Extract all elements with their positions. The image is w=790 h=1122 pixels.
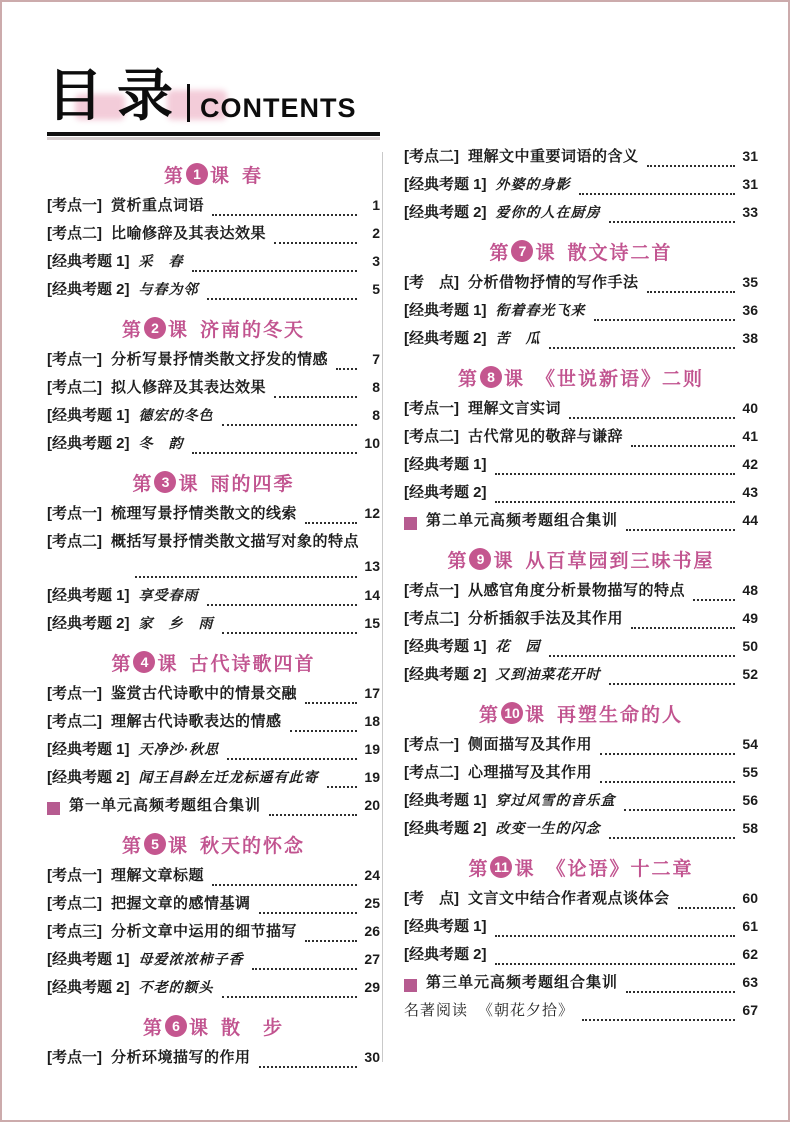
page-number: 50 <box>742 638 758 654</box>
lesson-number-badge: 2 <box>144 317 166 339</box>
lesson-heading <box>404 544 758 574</box>
lesson-prefix: 第 <box>111 653 132 675</box>
entry-title: 冬 韵 <box>138 435 184 451</box>
entry-title: 第二单元高频考题组合集训 <box>426 512 619 529</box>
page-number: 5 <box>372 281 380 297</box>
lesson-suffix: 课 <box>178 473 199 495</box>
entry-title: 古代常见的敬辞与谦辞 <box>468 428 624 445</box>
page-number: 26 <box>364 923 380 939</box>
toc-entry <box>47 682 380 710</box>
entry-label: [考点一] <box>404 400 459 417</box>
toc-entry <box>404 761 758 789</box>
dot-leader <box>259 912 357 914</box>
entry-title: 母爱浓浓柿子香 <box>138 951 244 967</box>
entry-title: 赏析重点词语 <box>111 197 205 214</box>
entry-title: 享受春雨 <box>138 587 199 603</box>
toc-entry <box>404 425 758 453</box>
entry-label: [考点一] <box>47 351 102 368</box>
entry-label: [考点二] <box>47 225 102 242</box>
page-title: 目录 <box>47 64 187 127</box>
entry-label: [考点二] <box>404 428 459 445</box>
entry-title: 第三单元高频考题组合集训 <box>426 974 619 991</box>
dot-leader <box>594 319 735 321</box>
lesson-heading <box>47 1011 380 1041</box>
lesson-prefix: 第 <box>468 858 489 880</box>
page-number: 67 <box>742 1002 758 1018</box>
lesson-title: 春 <box>242 165 264 187</box>
dot-leader <box>207 298 357 300</box>
lesson-number-badge: 3 <box>154 471 176 493</box>
entry-title: 鉴赏古代诗歌中的情景交融 <box>111 685 298 702</box>
page-number: 40 <box>742 400 758 416</box>
column-divider-line <box>382 152 383 1062</box>
lesson-title: 古代诗歌四首 <box>189 653 316 675</box>
entry-label: [经典考题 2] <box>404 484 487 501</box>
entry-label: [考点一] <box>47 505 102 522</box>
lesson-suffix: 课 <box>524 704 545 726</box>
entry-title: 衔着春光飞来 <box>495 302 586 318</box>
dot-leader <box>327 786 357 788</box>
dot-leader <box>647 165 735 167</box>
dot-leader <box>336 368 357 370</box>
toc-entry <box>47 432 380 460</box>
toc-entry <box>47 250 380 278</box>
lesson-prefix: 第 <box>447 550 468 572</box>
lesson-suffix: 课 <box>209 165 230 187</box>
lesson-number-badge: 11 <box>490 856 512 878</box>
lesson-prefix: 第 <box>163 165 184 187</box>
page-number: 27 <box>364 951 380 967</box>
dot-leader <box>222 632 357 634</box>
entry-label: [考点二] <box>47 895 102 912</box>
page-number: 25 <box>364 895 380 911</box>
entry-label: [考点二] <box>47 379 102 396</box>
entry-label: [经典考题 2] <box>404 666 487 683</box>
entry-label: [经典考题 1] <box>404 792 487 809</box>
lesson-suffix: 课 <box>514 858 535 880</box>
page-number: 49 <box>742 610 758 626</box>
dot-leader <box>274 396 357 398</box>
toc-entry <box>404 999 758 1027</box>
lesson-heading <box>404 362 758 392</box>
entry-title: 穿过风雪的音乐盒 <box>495 792 616 808</box>
dot-leader <box>495 501 735 503</box>
entry-title: 与春为邻 <box>138 281 199 297</box>
entry-title: 第一单元高频考题组合集训 <box>69 797 262 814</box>
lesson-title: 《论语》十二章 <box>546 858 694 880</box>
page-number: 36 <box>742 302 758 318</box>
dot-leader <box>600 781 735 783</box>
dot-leader <box>212 214 357 216</box>
unit-training-entry <box>404 509 758 537</box>
toc-entry <box>404 145 758 173</box>
entry-title: 闻王昌龄左迁龙标遥有此寄 <box>138 769 319 785</box>
page-number: 3 <box>372 253 380 269</box>
toc-entry <box>47 584 380 612</box>
lesson-number-badge: 8 <box>480 366 502 388</box>
dot-leader <box>207 604 357 606</box>
entry-label: [考点一] <box>47 867 102 884</box>
lesson-heading <box>404 852 758 882</box>
entry-title: 梳理写景抒情类散文的线索 <box>111 505 298 522</box>
entry-title: 分析插叙手法及其作用 <box>468 610 624 627</box>
lesson-suffix: 课 <box>167 319 188 341</box>
toc-entry <box>47 976 380 1004</box>
entry-label: [经典考题 2] <box>47 769 130 786</box>
page-number: 13 <box>364 558 380 574</box>
dot-leader <box>305 940 357 942</box>
page-number: 20 <box>364 797 380 813</box>
toc-entry <box>47 502 380 530</box>
dot-leader <box>609 683 735 685</box>
dot-leader <box>495 963 735 965</box>
dot-leader <box>495 473 735 475</box>
page-number: 19 <box>364 741 380 757</box>
dot-leader <box>678 907 735 909</box>
page-number: 29 <box>364 979 380 995</box>
page-number: 24 <box>364 867 380 883</box>
toc-entry <box>47 1046 380 1074</box>
dot-leader <box>269 814 357 816</box>
entry-label: [经典考题 2] <box>47 979 130 996</box>
entry-title: 改变一生的闪念 <box>495 820 601 836</box>
toc-column-left <box>47 152 380 1074</box>
entry-label: [经典考题 1] <box>404 638 487 655</box>
toc-entry <box>404 327 758 355</box>
entry-label: [考点一] <box>47 197 102 214</box>
entry-label: [考点二] <box>404 764 459 781</box>
lesson-suffix: 课 <box>157 653 178 675</box>
entry-title: 理解文章标题 <box>111 867 205 884</box>
dot-leader <box>582 1019 735 1021</box>
page-number: 58 <box>742 820 758 836</box>
entry-title: 采 春 <box>138 253 184 269</box>
page-number: 63 <box>742 974 758 990</box>
entry-label: [经典考题 2] <box>47 615 130 632</box>
dot-leader <box>626 991 735 993</box>
entry-title: 分析写景抒情类散文抒发的情感 <box>111 351 329 368</box>
lesson-prefix: 第 <box>457 368 478 390</box>
header-underline <box>47 132 380 136</box>
entry-label: [考点二] <box>404 610 459 627</box>
dot-leader <box>222 996 357 998</box>
toc-entry <box>47 376 380 404</box>
page-number: 38 <box>742 330 758 346</box>
dot-leader <box>609 837 735 839</box>
toc-entry <box>404 887 758 915</box>
entry-label: [经典考题 2] <box>404 330 487 347</box>
page-number: 12 <box>364 505 380 521</box>
entry-label: [考点一] <box>47 685 102 702</box>
page-number: 17 <box>364 685 380 701</box>
toc-entry <box>47 766 380 794</box>
toc-entry <box>404 173 758 201</box>
entry-title: 比喻修辞及其表达效果 <box>111 225 267 242</box>
dot-leader <box>647 291 735 293</box>
unit-training-entry <box>47 794 380 822</box>
lesson-prefix: 第 <box>121 319 142 341</box>
entry-label: [考点三] <box>47 923 102 940</box>
toc-entry <box>404 817 758 845</box>
page-number: 33 <box>742 204 758 220</box>
entry-label: [考 点] <box>404 890 459 907</box>
lesson-heading <box>47 159 380 189</box>
toc-entry <box>404 733 758 761</box>
dot-leader <box>631 445 735 447</box>
entry-label: [经典考题 1] <box>47 407 130 424</box>
toc-entry <box>404 943 758 971</box>
toc-entry <box>404 201 758 229</box>
unit-bullet-square <box>47 802 60 815</box>
entry-title: 天净沙·秋思 <box>138 741 220 757</box>
page-number: 7 <box>372 351 380 367</box>
dot-leader <box>549 347 735 349</box>
lesson-prefix: 第 <box>121 835 142 857</box>
lesson-number-badge: 9 <box>469 548 491 570</box>
toc-entry <box>47 710 380 738</box>
entry-label: [经典考题 1] <box>404 456 487 473</box>
dot-leader <box>305 702 357 704</box>
entry-title: 从感官角度分析景物描写的特点 <box>468 582 686 599</box>
page-number: 10 <box>364 435 380 451</box>
page-number: 8 <box>372 379 380 395</box>
dot-leader <box>693 599 735 601</box>
entry-label: [经典考题 1] <box>47 741 130 758</box>
entry-title: 文言文中结合作者观点谈体会 <box>468 890 670 907</box>
page-number: 1 <box>372 197 380 213</box>
lesson-prefix: 第 <box>478 704 499 726</box>
toc-entry <box>404 299 758 327</box>
lesson-title: 济南的冬天 <box>200 319 306 341</box>
entry-label: [考点二] <box>47 533 102 550</box>
dot-leader <box>631 627 735 629</box>
entry-label: [经典考题 1] <box>47 587 130 604</box>
dot-leader <box>549 655 735 657</box>
entry-label: [考 点] <box>404 274 459 291</box>
dot-leader <box>259 1066 357 1068</box>
lesson-number-badge: 7 <box>511 240 533 262</box>
lesson-number-badge: 1 <box>186 163 208 185</box>
toc-entry <box>47 892 380 920</box>
toc-entry <box>47 278 380 306</box>
header-divider-bar <box>187 84 190 122</box>
entry-label: [经典考题 1] <box>404 302 487 319</box>
page-number: 61 <box>742 918 758 934</box>
lesson-suffix: 课 <box>503 368 524 390</box>
lesson-title: 《世说新语》二则 <box>536 368 705 390</box>
entry-label: [经典考题 1] <box>404 176 487 193</box>
page-number: 42 <box>742 456 758 472</box>
lesson-title: 雨的四季 <box>210 473 295 495</box>
lesson-number-badge: 4 <box>133 651 155 673</box>
entry-label: 名著阅读 <box>404 1002 469 1019</box>
entry-title: 爱你的人在厨房 <box>495 204 601 220</box>
lesson-suffix: 课 <box>188 1017 209 1039</box>
lesson-heading <box>47 313 380 343</box>
page-number: 52 <box>742 666 758 682</box>
lesson-prefix: 第 <box>132 473 153 495</box>
page-number: 31 <box>742 148 758 164</box>
toc-entry <box>404 453 758 481</box>
lesson-prefix: 第 <box>142 1017 163 1039</box>
page-number: 35 <box>742 274 758 290</box>
entry-title: 不老的额头 <box>138 979 214 995</box>
toc-entry <box>47 738 380 766</box>
toc-column-right <box>404 145 758 1027</box>
entry-title: 理解文言实词 <box>468 400 562 417</box>
entry-title: 分析环境描写的作用 <box>111 1049 251 1066</box>
dot-leader <box>212 884 357 886</box>
dot-leader <box>222 424 357 426</box>
page-header <box>47 60 380 140</box>
entry-title: 把握文章的感情基调 <box>111 895 251 912</box>
page-title-english: CONTENTS <box>200 93 357 123</box>
toc-entry <box>47 404 380 432</box>
page-number: 44 <box>742 512 758 528</box>
entry-label: [考点一] <box>404 736 459 753</box>
entry-title: 苦 瓜 <box>495 330 541 346</box>
toc-entry <box>404 271 758 299</box>
toc-entry <box>47 530 380 558</box>
entry-label: [考点二] <box>47 713 102 730</box>
entry-title: 侧面描写及其作用 <box>468 736 593 753</box>
toc-entry <box>404 607 758 635</box>
dot-leader <box>227 758 357 760</box>
lesson-heading <box>47 829 380 859</box>
page-number: 18 <box>364 713 380 729</box>
entry-label: [经典考题 2] <box>47 281 130 298</box>
entry-title: 德宏的冬色 <box>138 407 214 423</box>
toc-entry <box>404 635 758 663</box>
dot-leader <box>569 417 735 419</box>
page-number: 43 <box>742 484 758 500</box>
entry-title: 分析文章中运用的细节描写 <box>111 923 298 940</box>
lesson-title: 秋天的怀念 <box>200 835 306 857</box>
dot-leader <box>135 576 357 578</box>
page-number: 30 <box>364 1049 380 1065</box>
page-number: 14 <box>364 587 380 603</box>
toc-entry <box>404 481 758 509</box>
lesson-heading <box>47 467 380 497</box>
unit-training-entry <box>404 971 758 999</box>
entry-title: 概括写景抒情类散文描写对象的特点 <box>111 533 360 550</box>
lesson-number-badge: 6 <box>165 1015 187 1037</box>
page-number: 48 <box>742 582 758 598</box>
dot-leader <box>290 730 357 732</box>
lesson-title: 散文诗二首 <box>567 242 673 264</box>
entry-label: [经典考题 1] <box>47 951 130 968</box>
lesson-title: 从百草园到三味书屋 <box>525 550 715 572</box>
dot-leader <box>274 242 357 244</box>
unit-bullet-square <box>404 979 417 992</box>
lesson-number-badge: 5 <box>144 833 166 855</box>
dot-leader <box>192 452 357 454</box>
entry-label: [考点一] <box>404 582 459 599</box>
page-number: 2 <box>372 225 380 241</box>
entry-label: [经典考题 1] <box>47 253 130 270</box>
entry-title: 又到油菜花开时 <box>495 666 601 682</box>
entry-title: 外婆的身影 <box>495 176 571 192</box>
page-number: 54 <box>742 736 758 752</box>
page-number: 15 <box>364 615 380 631</box>
dot-leader <box>579 193 735 195</box>
dot-leader <box>609 221 735 223</box>
toc-entry-wrap-line <box>47 558 380 584</box>
entry-title: 拟人修辞及其表达效果 <box>111 379 267 396</box>
lesson-prefix: 第 <box>489 242 510 264</box>
unit-bullet-square <box>404 517 417 530</box>
dot-leader <box>192 270 357 272</box>
toc-entry <box>404 915 758 943</box>
entry-label: [经典考题 1] <box>404 918 487 935</box>
lesson-heading <box>404 236 758 266</box>
page-number: 60 <box>742 890 758 906</box>
toc-entry <box>47 948 380 976</box>
toc-entry <box>47 864 380 892</box>
entry-label: [经典考题 2] <box>404 204 487 221</box>
page-number: 41 <box>742 428 758 444</box>
toc-entry <box>47 194 380 222</box>
page-number: 19 <box>364 769 380 785</box>
toc-entry <box>47 920 380 948</box>
dot-leader <box>495 935 735 937</box>
entry-title: 心理描写及其作用 <box>468 764 593 781</box>
lesson-title: 散 步 <box>221 1017 285 1039</box>
lesson-heading <box>47 647 380 677</box>
dot-leader <box>305 522 357 524</box>
toc-entry <box>404 397 758 425</box>
lesson-suffix: 课 <box>535 242 556 264</box>
toc-entry <box>404 579 758 607</box>
entry-label: [经典考题 2] <box>47 435 130 452</box>
entry-title: 理解文中重要词语的含义 <box>468 148 639 165</box>
page-number: 8 <box>372 407 380 423</box>
entry-label: [考点一] <box>47 1049 102 1066</box>
lesson-suffix: 课 <box>493 550 514 572</box>
toc-entry <box>47 222 380 250</box>
header-underline-shadow <box>47 137 380 140</box>
toc-entry <box>47 348 380 376</box>
page-number: 55 <box>742 764 758 780</box>
entry-title: 《朝花夕拾》 <box>478 1002 575 1019</box>
dot-leader <box>624 809 735 811</box>
lesson-title: 再塑生命的人 <box>557 704 684 726</box>
entry-label: [经典考题 2] <box>404 946 487 963</box>
dot-leader <box>626 529 735 531</box>
dot-leader <box>252 968 357 970</box>
entry-title: 花 园 <box>495 638 541 654</box>
lesson-number-badge: 10 <box>501 702 523 724</box>
entry-title: 理解古代诗歌表达的情感 <box>111 713 282 730</box>
lesson-heading <box>404 698 758 728</box>
toc-entry <box>404 789 758 817</box>
entry-title: 分析借物抒情的写作手法 <box>468 274 639 291</box>
toc-entry <box>47 612 380 640</box>
lesson-suffix: 课 <box>167 835 188 857</box>
dot-leader <box>600 753 735 755</box>
toc-entry <box>404 663 758 691</box>
entry-label: [考点二] <box>404 148 459 165</box>
page-number: 31 <box>742 176 758 192</box>
entry-title: 家 乡 雨 <box>138 615 214 631</box>
page-number: 56 <box>742 792 758 808</box>
page-number: 62 <box>742 946 758 962</box>
entry-label: [经典考题 2] <box>404 820 487 837</box>
